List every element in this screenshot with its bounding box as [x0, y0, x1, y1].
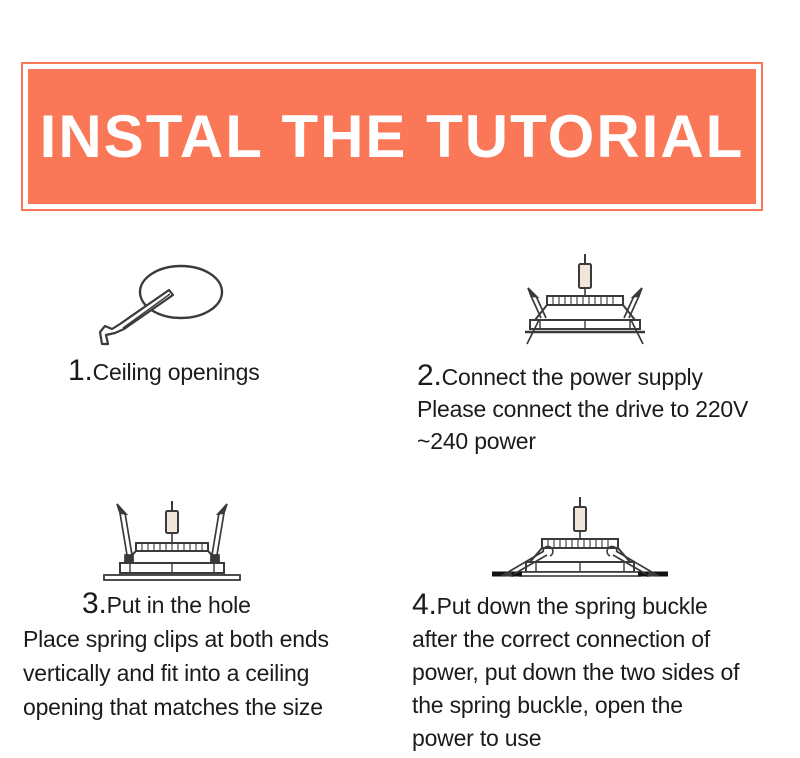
lamp-body [530, 548, 630, 562]
step3-description-line: vertically and fit into a ceiling [23, 660, 310, 686]
step3-illustration downlight-spring-clips-up-icon [84, 497, 260, 587]
trim-flange [104, 575, 240, 580]
step4-description-line: the spring buckle, open the [412, 692, 683, 718]
step1-number: 1. [68, 354, 93, 387]
lamp-body [535, 305, 635, 320]
step2-caption [417, 360, 792, 457]
spring-clip-right [211, 504, 227, 562]
step3-number: 3. [82, 587, 107, 620]
driver-connector [579, 264, 591, 288]
step2-title: Connect the power supply [441, 364, 703, 390]
step2-description-line: Please connect the drive to 220V [417, 396, 749, 422]
step4-title: Put down the spring buckle [436, 593, 708, 619]
heatsink-fins [542, 539, 618, 548]
title-banner-fill [28, 69, 756, 204]
step4-title-line [412, 588, 797, 623]
trim-flange [520, 572, 640, 576]
spring-clip-left [117, 504, 133, 562]
page-title: INSTAL THE TUTORIAL [39, 103, 745, 170]
step3-title: Put in the hole [106, 592, 251, 618]
step4-illustration downlight-installed-ceiling-icon [486, 495, 674, 585]
step2-illustration downlight-power-driver-icon [497, 252, 673, 346]
heatsink-fins [547, 296, 623, 305]
driver-connector [166, 511, 178, 533]
step4-description-line: after the correct connection of [412, 626, 711, 652]
driver-connector [574, 507, 586, 531]
lamp-body [124, 551, 220, 563]
step3-title-line [82, 588, 251, 621]
step1-title: Ceiling openings [92, 359, 260, 385]
step2-title-line [417, 360, 792, 393]
title-banner [21, 62, 763, 211]
step2-description-line: ~240 power [417, 428, 536, 454]
step3-description-line: opening that matches the size [23, 694, 323, 720]
step2-number: 2. [417, 359, 442, 392]
step1-caption [68, 355, 260, 388]
step1-illustration utility-knife-cutting-ceiling-hole-icon [92, 248, 252, 356]
step4-description-line: power, put down the two sides of [412, 659, 740, 685]
step4-number: 4. [412, 588, 437, 621]
step4-caption [412, 588, 797, 755]
step3-caption [23, 622, 383, 724]
step3-description-line: Place spring clips at both ends [23, 626, 329, 652]
utility-knife-icon [100, 290, 173, 344]
step4-description-line: power to use [412, 725, 542, 751]
